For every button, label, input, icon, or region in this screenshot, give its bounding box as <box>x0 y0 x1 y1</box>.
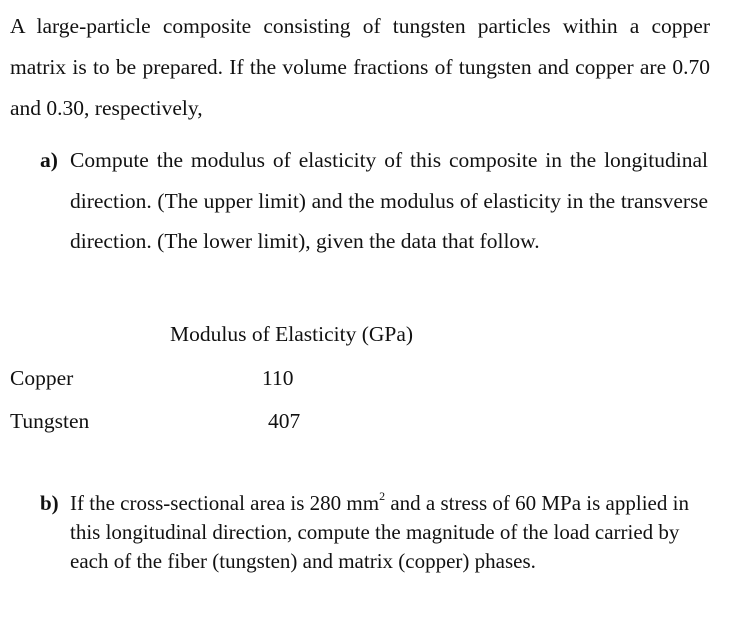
area-unit-exponent: 2 <box>379 489 386 503</box>
part-b-text-end: and a stress of 60 MPa is applied in this longitudinal direction, compute the magnitude of the load carried by each of the fiber (tungsten) and matrix (copper) phases. <box>70 491 689 573</box>
material-name: Tungsten <box>10 409 90 433</box>
part-a-label: a) <box>40 148 58 172</box>
table-header: Modulus of Elasticity (GPa) <box>170 322 414 346</box>
part-b-text-start: If the cross-sectional area is 280 mm <box>70 491 380 515</box>
part-b-text <box>70 489 708 576</box>
part-a-text: Compute the modulus of elasticity of this composite in the longitudinal direction. (The upper limit) and the modulus of elasticity in the transverse direction. (The lower limit), given the data that follow. <box>70 148 708 253</box>
modulus-value: 407 <box>268 409 301 433</box>
part-b <box>40 489 708 576</box>
part-a <box>40 140 708 262</box>
problem-intro: A large-particle composite consisting of tungsten particles within a copper matrix is to be prepared. If the volume fractions of tungsten and copper are 0.70 and 0.30, respectively, <box>10 14 710 120</box>
material-name: Copper <box>10 366 74 390</box>
modulus-value: 110 <box>262 366 294 390</box>
part-b-label: b) <box>40 491 59 515</box>
